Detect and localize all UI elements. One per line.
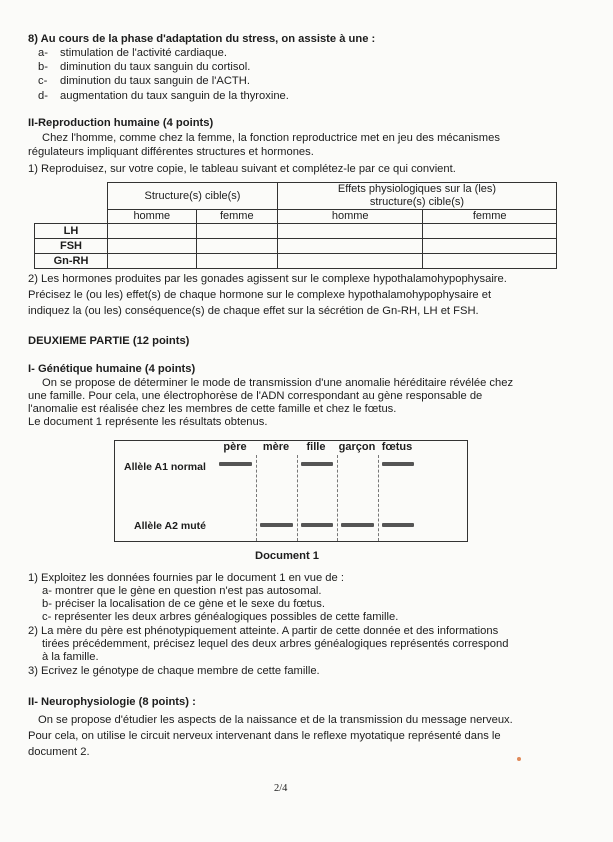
option-letter: d-: [38, 89, 48, 102]
table-cell: [196, 254, 277, 269]
repro-question-1: 1) Reproduisez, sur votre copie, le tableau suivant et complétez-le par ce qui convient.: [28, 163, 456, 175]
genetics-question-2-line2: tirées précédemment, précisez lequel des deux arbres généalogiques représentés correspond: [42, 638, 509, 650]
hormone-table: [34, 182, 557, 269]
option-letter: a-: [38, 47, 48, 59]
genetics-question-1c: c- représenter les deux arbres généalogiques possibles de cette famille.: [42, 611, 399, 623]
header-structures: Structure(s) cible(s): [108, 183, 278, 210]
row-hormone: LH: [35, 224, 108, 239]
page-number: 2/4: [274, 783, 288, 794]
lane-separator: [256, 455, 257, 541]
repro-question-2-line2: Précisez le (ou les) effet(s) de chaque hormone sur le complexe hypothalamohypophysaire et: [28, 289, 492, 301]
allele-a1-label: Allèle A1 normal: [124, 461, 206, 473]
table-cell: [196, 224, 277, 239]
band-garcon-a2: [341, 523, 374, 527]
band-fille-a1: [301, 462, 333, 466]
genetics-intro-line4: Le document 1 représente les résultats obtenus.: [28, 416, 268, 428]
row-hormone: Gn-RH: [35, 254, 108, 269]
genetics-question-3: 3) Ecrivez le génotype de chaque membre de cette famille.: [28, 665, 320, 677]
q8-option-c: [38, 74, 289, 88]
table-subheader-row: [35, 210, 557, 224]
repro-question-2-line3: indiquez la (ou les) conséquence(s) de chaque effet sur la sécrétion de Gn-RH, LH et FSH.: [28, 305, 479, 317]
repro-intro-line1: Chez l'homme, comme chez la femme, la fonction reproductrice met en jeu des mécanismes: [42, 132, 500, 144]
table-cell: [277, 239, 422, 254]
genetics-intro-line1: On se propose de déterminer le mode de transmission d'une anomalie héréditaire révélée chez: [42, 377, 514, 389]
lane-separator: [337, 455, 338, 541]
document-1-caption: Document 1: [255, 550, 320, 562]
q8-title: 8) Au cours de la phase d'adaptation du stress, on assiste à une :: [28, 33, 376, 45]
option-text: diminution du taux sanguin du cortisol.: [60, 61, 251, 74]
sub-femme: femme: [196, 210, 277, 224]
q8-options: [38, 46, 289, 103]
band-foetus-a1: [382, 462, 414, 466]
neuro-heading: II- Neurophysiologie (8 points) :: [28, 696, 196, 708]
band-mere-a2: [260, 523, 293, 527]
column-pere: père: [223, 441, 247, 453]
option-letter: b-: [38, 61, 48, 74]
sub-homme: homme: [277, 210, 422, 224]
band-foetus-a2: [382, 523, 414, 527]
ink-speck: [517, 757, 521, 761]
column-foetus: fœtus: [381, 441, 413, 453]
genetics-question-2-line3: à la famille.: [42, 651, 99, 663]
option-text: augmentation du taux sanguin de la thyroxine.: [60, 89, 289, 102]
neuro-line3: document 2.: [28, 746, 90, 758]
neuro-line2: Pour cela, on utilise le circuit nerveux intervenant dans le reflexe myotatique représenté dans le: [28, 730, 501, 742]
header-effects: [277, 183, 556, 210]
sub-homme: homme: [108, 210, 197, 224]
table-cell: [196, 239, 277, 254]
table-cell: [423, 239, 557, 254]
row-hormone: FSH: [35, 239, 108, 254]
genetics-intro-line3: l'anomalie est réalisée chez les membres de cette famille et chez le fœtus.: [28, 403, 397, 415]
band-fille-a2: [301, 523, 333, 527]
genetics-heading: I- Génétique humaine (4 points): [28, 363, 196, 375]
table-row: [35, 224, 557, 239]
table-header-row: [35, 183, 557, 210]
table-row: [35, 254, 557, 269]
table-row: [35, 239, 557, 254]
part2-heading: DEUXIEME PARTIE (12 points): [28, 335, 190, 347]
table-cell: [423, 254, 557, 269]
sub-femme: femme: [423, 210, 557, 224]
table-cell: [108, 254, 197, 269]
table-corner: [35, 183, 108, 224]
repro-heading: II-Reproduction humaine (4 points): [28, 117, 214, 129]
header-effects-line1: Effets physiologiques sur la (les): [337, 183, 497, 195]
header-effects-line2: structure(s) cible(s): [369, 196, 465, 208]
lane-separator: [297, 455, 298, 541]
repro-question-2-line1: 2) Les hormones produites par les gonades agissent sur le complexe hypothalamohypophysaire.: [28, 273, 507, 285]
column-fille: fille: [306, 441, 326, 453]
table-cell: [108, 239, 197, 254]
genetics-question-1a: a- montrer que le gène en question n'est pas autosomal.: [42, 585, 322, 597]
q8-option-d: [38, 89, 289, 103]
column-mere: mère: [262, 441, 290, 453]
q8-option-a: [38, 46, 289, 60]
q8-option-b: [38, 60, 289, 74]
genetics-question-2-line1: 2) La mère du père est phénotypiquement atteinte. A partir de cette donnée et des informations: [28, 625, 499, 637]
option-text: diminution du taux sanguin de l'ACTH.: [60, 75, 250, 88]
option-letter: c-: [38, 75, 48, 88]
column-garcon: garçon: [338, 441, 376, 453]
band-pere-a1: [219, 462, 252, 466]
genetics-intro-line2: une famille. Pour cela, une électrophorèse de l'ADN correspondant au gène responsable de: [28, 390, 483, 402]
table-cell: [277, 224, 422, 239]
repro-intro-line2: régulateurs impliquant différentes structures et hormones.: [28, 146, 314, 158]
option-text: stimulation de l'activité cardiaque.: [60, 47, 227, 59]
table-cell: [423, 224, 557, 239]
neuro-line1: On se propose d'étudier les aspects de la naissance et de la transmission du message nerveux.: [38, 714, 513, 726]
lane-separator: [378, 455, 379, 541]
allele-a2-label: Allèle A2 muté: [134, 520, 206, 532]
genetics-question-1: 1) Exploitez les données fournies par le document 1 en vue de :: [28, 572, 344, 584]
table-cell: [108, 224, 197, 239]
genetics-question-1b: b- préciser la localisation de ce gène et le sexe du fœtus.: [42, 598, 325, 610]
table-cell: [277, 254, 422, 269]
